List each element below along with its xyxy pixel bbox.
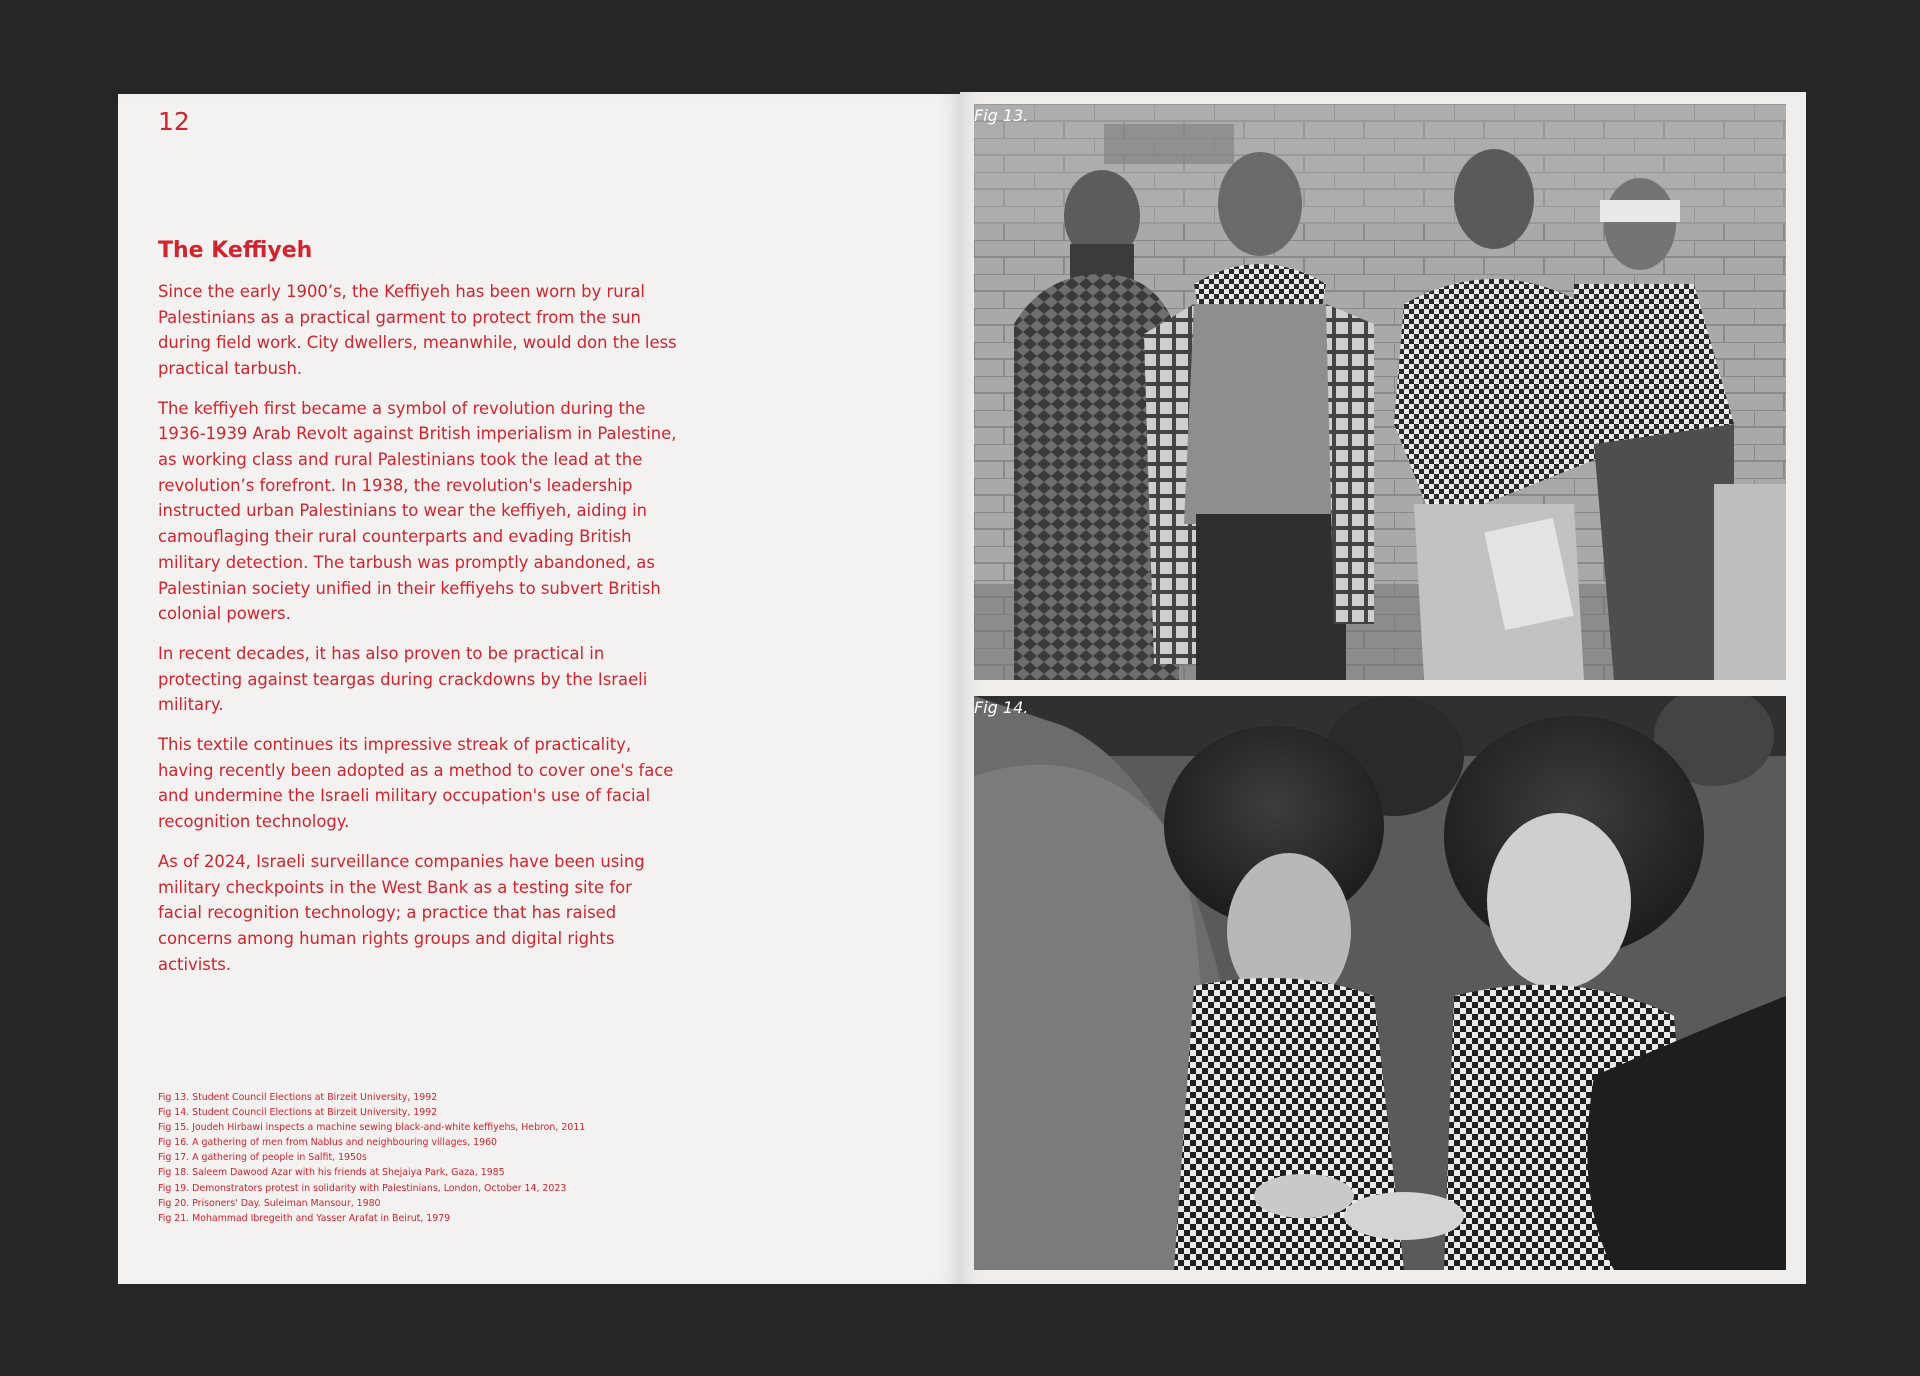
paragraph-5: As of 2024, Israeli surveillance companies have been using military checkpoints in the West Bank as a testing site for facial recognition technology; a practice that has raised concerns among human rights groups and digital rights activists. — [158, 851, 645, 974]
caption-fig-13: Fig 13. Student Council Elections at Birzeit University, 1992 — [158, 1092, 438, 1103]
caption-fig-17: Fig 17. A gathering of people in Salfit, 1950s — [158, 1152, 367, 1164]
right-page — [960, 92, 1806, 1284]
caption-fig-14: Fig 14. Student Council Elections at Birzeit University, 1992 — [158, 1107, 438, 1119]
caption-fig-19: Fig 19. Demonstrators protest in solidarity with Palestinians, London, October 14, 2023 — [158, 1182, 567, 1194]
caption-fig-15: Fig 15. Joudeh Hirbawi inspects a machine sewing black-and-white keffiyehs, Hebron, 2011 — [158, 1122, 586, 1134]
photo-fig-14 — [974, 696, 1786, 1270]
figure-captions — [158, 1090, 758, 1226]
caption-fig-20: Fig 20. Prisoners' Day. Suleiman Mansour, 1980 — [158, 1197, 381, 1209]
caption-fig-18: Fig 18. Saleem Dawood Azar with his friends at Shejaiya Park, Gaza, 1985 — [158, 1167, 505, 1179]
page-number: 12 — [158, 107, 190, 136]
paragraph-4: This textile continues its impressive streak of practicality, having recently been adopted as a method to cover one's face and undermine the Israeli military occupation's use of facial recognition technology. — [158, 735, 674, 832]
caption-fig-16: Fig 16. A gathering of men from Nablus and neighbouring villages, 1960 — [158, 1137, 498, 1149]
photo-fig-13 — [974, 104, 1786, 680]
fig-14-label: Fig 14. — [974, 698, 1029, 717]
paragraph-2: The keffiyeh first became a symbol of revolution during the 1936-1939 Arab Revolt against British imperialism in Palestine, as working class and rural Palestinians took the lead at the revolution’s forefront. In 1938, the revolution's leadership instructed urban Palestinians to wear the keffiyeh, aiding in camouflaging their rural counterparts and evading British military detection. The tarbush was promptly abandoned, as Palestinian society unified in their keffiyehs to subvert British colonial powers. — [158, 398, 677, 624]
article-title: The Keffiyeh — [158, 238, 313, 263]
fig-13-label: Fig 13. — [974, 106, 1029, 125]
paragraph-1: Since the early 1900’s, the Keffiyeh has been worn by rural Palestinians as a practical garment to protect from the sun during field work. City dwellers, meanwhile, would don the less practical tarbush. — [158, 281, 677, 378]
left-page — [118, 94, 960, 1284]
article — [158, 236, 678, 991]
paragraph-3: In recent decades, it has also proven to be practical in protecting against teargas during crackdowns by the Israeli military. — [158, 643, 648, 715]
photo-13-illustration — [974, 104, 1786, 680]
booklet-spread — [118, 92, 1806, 1284]
photo-14-illustration — [974, 696, 1786, 1270]
caption-fig-21: Fig 21. Mohammad Ibregeith and Yasser Arafat in Beirut, 1979 — [158, 1212, 451, 1224]
